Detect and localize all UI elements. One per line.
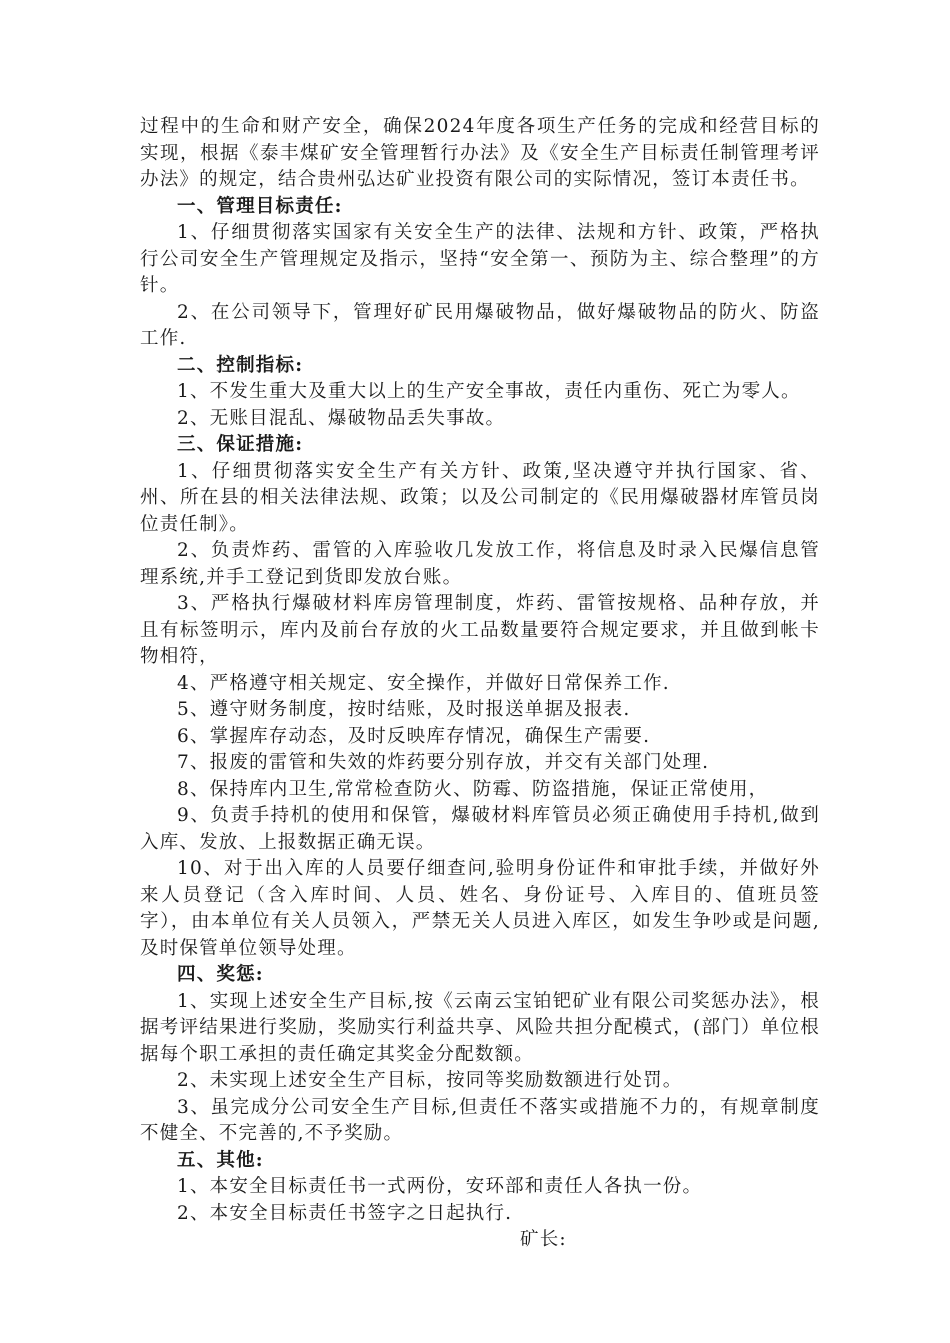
section-item: 4、严格遵守相关规定、安全操作，并做好日常保养工作. (177, 672, 670, 694)
section-item: 6、掌握库存动态，及时反映库存情况，确保生产需要. (177, 725, 651, 747)
section-item: 3、虽完成分公司安全生产目标,但责任不落实或措施不力的，有规章制度不健全、不完善的,不予奖励。 (140, 1096, 820, 1144)
section-item: 1、实现上述安全生产目标,按《云南云宝铂钯矿业有限公司奖惩办法》，根据考评结果进行奖励，奖励实行利益共享、风险共担分配模式，(部门）单位根据每个职工承担的责任确定其奖金分配数额。 (140, 990, 820, 1065)
section-item: 2、负责炸药、雷管的入库验收几发放工作，将信息及时录入民爆信息管理系统,并手工登记到货即发放台账。 (140, 540, 820, 588)
section-item: 2、无账目混乱、爆破物品丢失事故。 (177, 407, 506, 429)
signature-label: 矿长: (520, 1229, 567, 1250)
document-body (140, 114, 820, 1254)
section-item: 1、仔细贯彻落实安全生产有关方针、政策,坚决遵守并执行国家、省、州、所在县的相关法律法规、政策；以及公司制定的《民用爆破器材库管员岗位责任制》。 (140, 460, 820, 535)
section-item: 1、不发生重大及重大以上的生产安全事故，责任内重伤、死亡为零人。 (177, 381, 801, 402)
section-heading-control: 二、控制指标: (177, 354, 304, 376)
section-item: 1、仔细贯彻落实国家有关安全生产的法律、法规和方针、政策，严格执行公司安全生产管理规定及指示，坚持“安全第一、预防为主、综合整理”的方针。 (140, 222, 820, 296)
section-item: 5、遵守财务制度，按时结账，及时报送单据及报表. (177, 699, 631, 720)
section-item: 7、报废的雷管和失效的炸药要分别存放，并交有关部门处理. (177, 752, 710, 773)
section-item: 2、在公司领导下，管理好矿民用爆破物品，做好爆破物品的防火、防盗工作. (140, 301, 820, 349)
section-item: 8、保持库内卫生,常常检查防火、防霉、防盗措施，保证正常使用， (177, 778, 769, 800)
section-heading-measures: 三、保证措施: (177, 434, 304, 455)
section-heading-rewards: 四、奖惩: (177, 964, 264, 985)
section-item: 9、负责手持机的使用和保管，爆破材料库管员必须正确使用手持机,做到入库、发放、上报数据正确无误。 (140, 805, 820, 853)
section-heading-management: 一、管理目标责任: (177, 195, 343, 217)
section-item: 10、对于出入库的人员要仔细查问,验明身份证件和审批手续，并做好外来人员登记（含入库时间、人员、姓名、身份证号、入库目的、值班员签字），由本单位有关人员领入，严禁无关人员进入库区，如发生争吵或是问题,及时保管单位领导处理。 (140, 858, 820, 959)
section-item: 2、未实现上述安全生产目标，按同等奖励数额进行处罚。 (177, 1070, 683, 1091)
section-heading-other: 五、其他: (177, 1149, 264, 1171)
section-item: 1、本安全目标责任书一式两份，安环部和责任人各执一份。 (177, 1176, 703, 1197)
section-item: 2、本安全目标责任书签字之日起执行. (177, 1202, 513, 1224)
intro-paragraph: 过程中的生命和财产安全，确保2024年度各项生产任务的完成和经营目标的实现，根据《泰丰煤矿安全管理暂行办法》及《安全生产目标责任制管理考评办法》的规定，结合贵州弘达矿业投资有限公司的实际情况，签订本责任书。 (140, 116, 820, 190)
section-item: 3、严格执行爆破材料库房管理制度，炸药、雷管按规格、品种存放，并且有标签明示，库内及前台存放的火工品数量要符合规定要求，并且做到帐卡物相符， (140, 593, 820, 667)
